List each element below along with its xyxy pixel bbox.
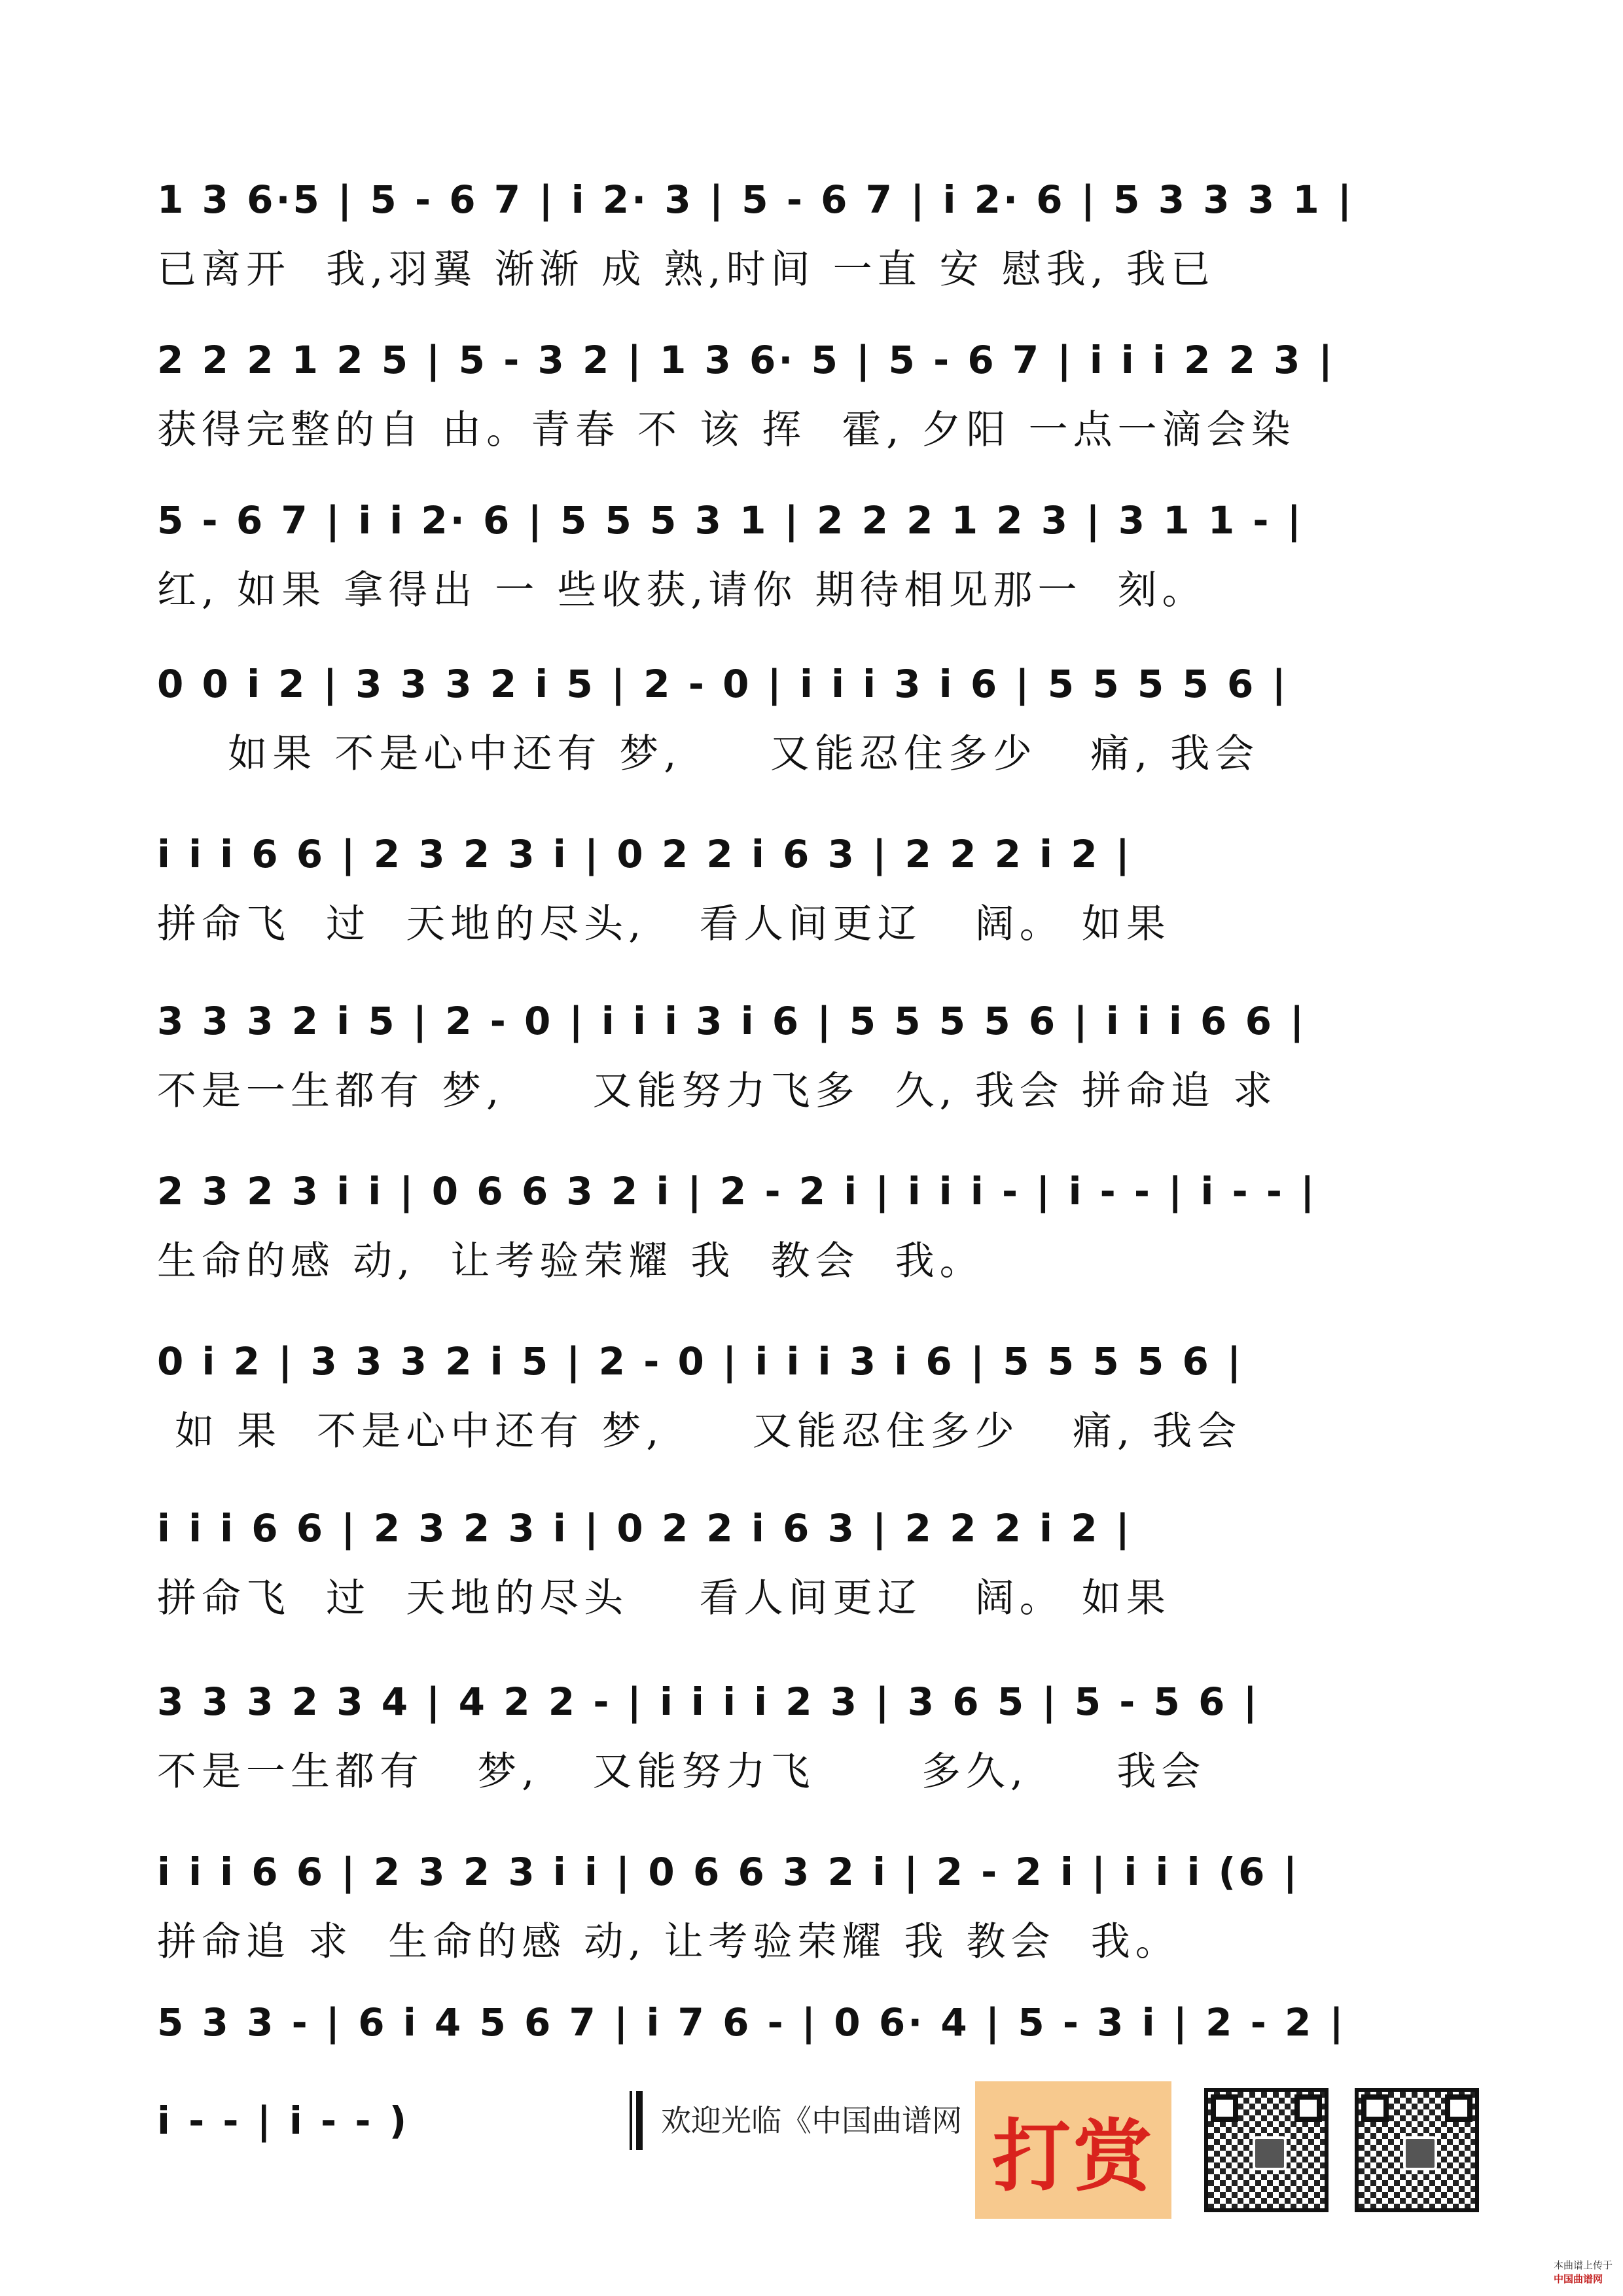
qr-code-icon xyxy=(1355,2088,1479,2212)
lyric-line: 生命的感 动, 让考验荣耀 我 教会 我。 xyxy=(157,1238,984,1284)
notation-line: 1 3 6·5 | 5 - 6 7 | i 2· 3 | 5 - 6 7 | i 2· 6 | 5 3 3 3 1 | xyxy=(157,177,1355,222)
final-barline xyxy=(630,2091,643,2150)
notation-line: 3 3 3 2 i 5 | 2 - 0 | i i i 3 i 6 | 5 5 5 5 6 | i i i 6 6 | xyxy=(157,999,1307,1043)
qr-code-icon xyxy=(1204,2088,1329,2212)
lyric-line: 不是一生都有 梦, 又能努力飞多 久, 我会 拼命追 求 xyxy=(157,1068,1277,1114)
lyric-line: 拼命追 求 生命的感 动, 让考验荣耀 我 教会 我。 xyxy=(157,1919,1180,1965)
lyric-line: 拼命飞 过 天地的尽头, 看人间更辽 阔。 如果 xyxy=(157,901,1171,947)
notation-line: i i i 6 6 | 2 3 2 3 i i | 0 6 6 3 2 i | 2 - 2 i | i i i (6 | xyxy=(157,1850,1300,1894)
notation-line: 3 3 3 2 3 4 | 4 2 2 - | i i i i 2 3 | 3 6 5 | 5 - 5 6 | xyxy=(157,1679,1260,1724)
notation-line: 0 0 i 2 | 3 3 3 2 i 5 | 2 - 0 | i i i 3 i 6 | 5 5 5 5 6 | xyxy=(157,662,1289,706)
qr-logo-icon xyxy=(1253,2136,1287,2170)
lyric-line: 拼命飞 过 天地的尽头 看人间更辽 阔。 如果 xyxy=(157,1575,1171,1621)
notation-line: 2 2 2 1 2 5 | 5 - 3 2 | 1 3 6· 5 | 5 - 6 7 | i i i 2 2 3 | xyxy=(157,338,1335,382)
upload-note-text: 本曲谱上传于 xyxy=(1553,2259,1613,2271)
notation-line: 5 - 6 7 | i i 2· 6 | 5 5 5 3 1 | 2 2 2 1 2 3 | 3 1 1 - | xyxy=(157,498,1304,543)
reward-button[interactable] xyxy=(975,2081,1171,2219)
notation-line: 2 3 2 3 i i | 0 6 6 3 2 i | 2 - 2 i | i i i - | i - - | i - - | xyxy=(157,1169,1317,1213)
reward-label: 打赏 xyxy=(992,2111,1154,2202)
site-name[interactable]: 中国曲谱网 xyxy=(1553,2273,1603,2285)
welcome-text: 欢迎光临《中国曲谱网 xyxy=(661,2103,962,2138)
lyric-line: 如 果 不是心中还有 梦, 又能忍住多少 痛, 我会 xyxy=(157,1408,1242,1454)
lyric-line: 已离开 我,羽翼 渐渐 成 熟,时间 一直 安 慰我, 我已 xyxy=(157,247,1215,293)
notation-line: i i i 6 6 | 2 3 2 3 i | 0 2 2 i 6 3 | 2 2 2 i 2 | xyxy=(157,1506,1132,1551)
lyric-line: 红, 如果 拿得出 一 些收获,请你 期待相见那一 刻。 xyxy=(157,567,1207,613)
upload-note xyxy=(1547,2246,1613,2286)
lyric-line: 如果 不是心中还有 梦, 又能忍住多少 痛, 我会 xyxy=(157,731,1260,777)
notation-line: i i i 6 6 | 2 3 2 3 i | 0 2 2 i 6 3 | 2 2 2 i 2 | xyxy=(157,832,1132,876)
lyric-line: 获得完整的自 由。青春 不 该 挥 霍, 夕阳 一点一滴会染 xyxy=(157,407,1296,453)
notation-line: 5 3 3 - | 6 i 4 5 6 7 | i 7 6 - | 0 6· 4 | 5 - 3 i | 2 - 2 | xyxy=(157,2000,1346,2045)
notation-line: 0 i 2 | 3 3 3 2 i 5 | 2 - 0 | i i i 3 i 6 | 5 5 5 5 6 | xyxy=(157,1339,1244,1384)
notation-line: i - - | i - - ) xyxy=(157,2098,410,2143)
qr-logo-icon xyxy=(1403,2136,1437,2170)
lyric-line: 不是一生都有 梦, 又能努力飞 多久, 我会 xyxy=(157,1749,1206,1795)
